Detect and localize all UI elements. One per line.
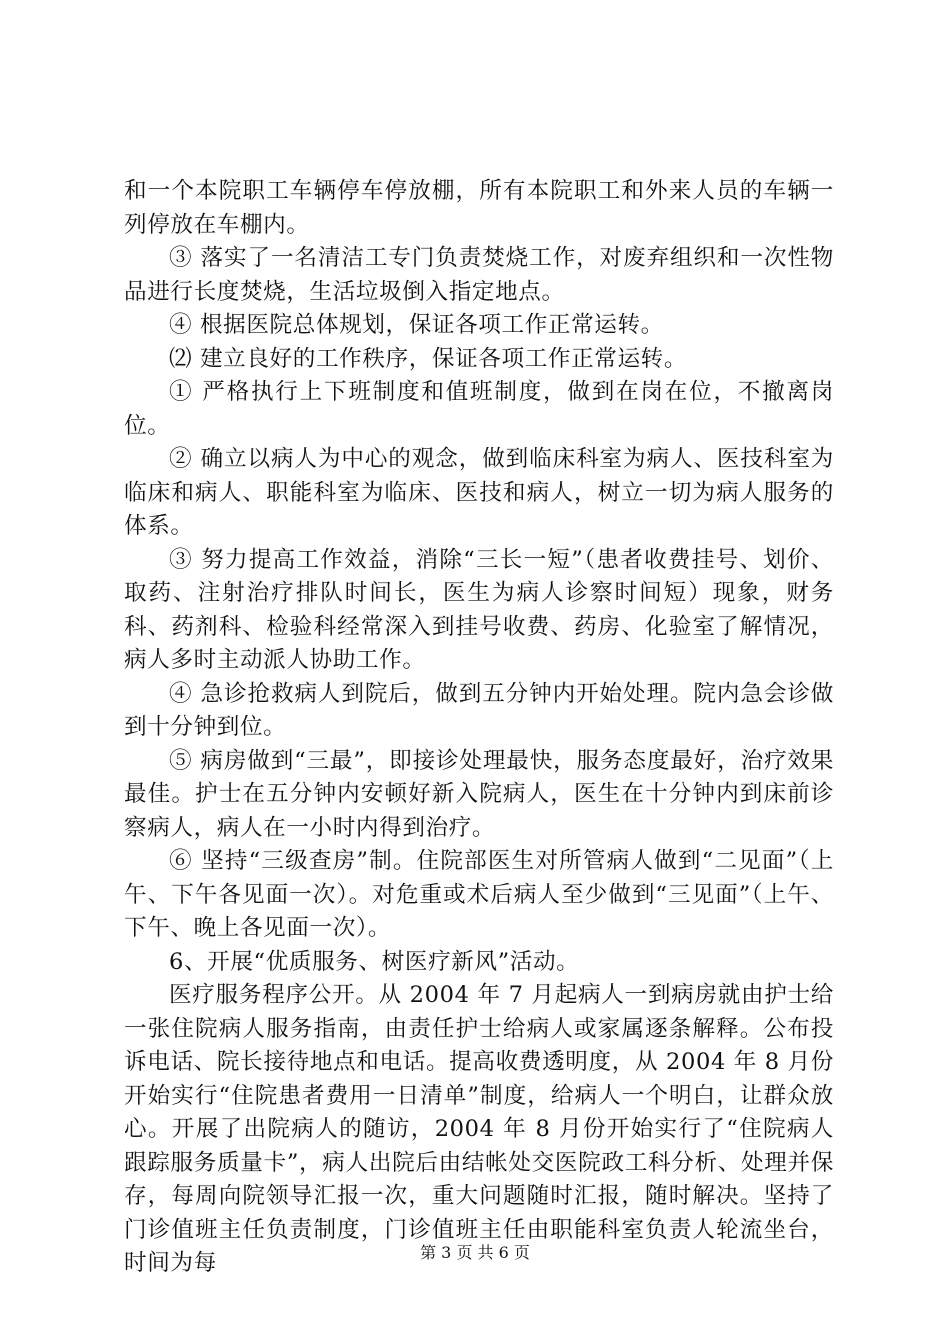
page-footer: 第 3 页 共 6 页 bbox=[420, 1243, 530, 1262]
paragraph-service-procedure: 医疗服务程序公开。从 2004 年 7 月起病人一到病房就由护士给一张住院病人服务指南，由责任护士给病人或家属逐条解释。公布投诉电话、院长接待地点和电话。提高收费透明度，从 2004 年 8 月份开始实行“住院患者费用一日清单”制度，给病人一个明白，让群众放心。开展了出院病人的随访，2004 年 8 月份开始实行了“住院病人跟踪服务质量卡”，病人出院后由结帐处交医院政工科分析、处理并保存，每周向院领导汇报一次，重大问题随时汇报，随时解决。坚持了门诊值班主任负责制度，门诊值班主任由职能科室负责人轮流坐台，时间为每 bbox=[124, 982, 834, 1276]
paragraph-section-6-heading: 6、开展“优质服务、树医疗新风”活动。 bbox=[169, 948, 580, 975]
document-body bbox=[124, 175, 834, 1281]
paragraph-item-6-rounds: ⑥ 坚持“三级查房”制。住院部医生对所管病人做到“二见面”（上午、下午各见面一次）。对危重或术后病人至少做到“三见面”（上午、下午、晚上各见面一次）。 bbox=[124, 848, 834, 941]
paragraph-item-5-ward: ⑤ 病房做到“三最”，即接诊处理最快，服务态度最好，治疗效果最佳。护士在五分钟内安顿好新入院病人，医生在十分钟内到床前诊察病人，病人在一小时内得到治疗。 bbox=[124, 747, 834, 841]
paragraph-section-2-heading: ⑵ 建立良好的工作秩序，保证各项工作正常运转。 bbox=[169, 345, 688, 372]
paragraph-item-1-attendance: ① 严格执行上下班制度和值班制度，做到在岗在位，不撤离岗位。 bbox=[124, 379, 834, 439]
paragraph-item-4-planning: ④ 根据医院总体规划，保证各项工作正常运转。 bbox=[169, 312, 664, 338]
paragraph-item-3-efficiency: ③ 努力提高工作效益，消除“三长一短”（患者收费挂号、划价、取药、注射治疗排队时间长，医生为病人诊察时间短）现象，财务科、药剂科、检验科经常深入到挂号收费、药房、化验室了解情况，病人多时主动派人协助工作。 bbox=[124, 546, 834, 673]
paragraph-item-2-patient-centered: ② 确立以病人为中心的观念，做到临床科室为病人、医技科室为临床和病人、职能科室为临床、医技和病人，树立一切为病人服务的体系。 bbox=[124, 446, 834, 539]
paragraph-item-4-emergency: ④ 急诊抢救病人到院后，做到五分钟内开始处理。院内急会诊做到十分钟到位。 bbox=[124, 680, 834, 740]
paragraph-item-3-cleaning: ③ 落实了一名清洁工专门负责焚烧工作，对废弃组织和一次性物品进行长度焚烧，生活垃圾倒入指定地点。 bbox=[124, 245, 834, 305]
paragraph-continuation: 和一个本院职工车辆停车停放棚，所有本院职工和外来人员的车辆一列停放在车棚内。 bbox=[124, 178, 834, 238]
